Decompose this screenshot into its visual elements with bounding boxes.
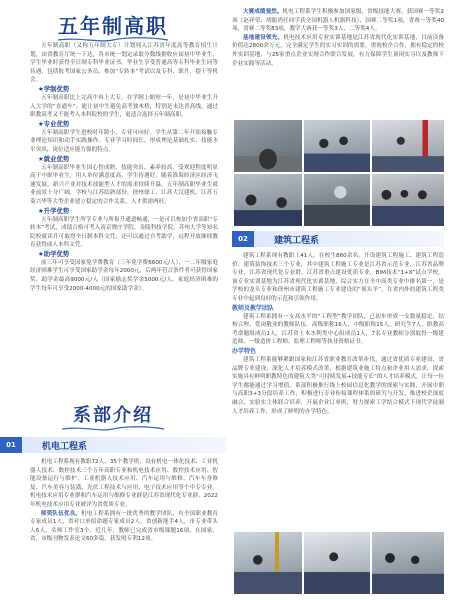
dept-name-label: 建筑工程系	[254, 231, 444, 247]
gaozhi-title-block	[0, 10, 226, 39]
dept-jidian-team	[30, 510, 218, 544]
advantage-zhuanye-text: 五年制高职学生进校时年龄小，专业可向好，学生从第二年开始接触专业理论知识和动手实践操作。专业学习时间长，形成理论基础扎实、技能水平突出，岗位适应能力强的特点。	[30, 129, 218, 153]
advantage-zhuanye-title: ★专业优势	[38, 119, 70, 128]
photo-workshop-machines	[234, 120, 302, 172]
competition-paragraph	[232, 8, 444, 34]
dept-jianzhu-text: 建筑工程系现有教职工41人，在校生860余名。开设建筑工程施工、建筑工程造价、建筑装饰技术三个专业，其中建筑工程施工专业是江苏省示范专业，江苏省品牌专业，江苏省现代化专业群，江苏省重点建设优质专业，BIM技术“1+X”试点学校。该专业实训基地为江苏省现代化实训基地，综合实力在全中高类专业中排名第一，是学校的龙头专业和徐州市建筑工程施工专业建设的“领头羊”，在省内外的建筑工程类专业中起到良好的示范和引领作用。	[232, 253, 444, 302]
team-text: 机电工程系拥有一批优秀的教学团队，有全国职业教育专家成员1人，省对口单招命题专家成员2人，省创新能手4人，市专业带头人6人，名师工作室3个。近几年，教师已完成省市级课题16项，在国家、省、市级刊物发表论文60多篇，获发明专利12项。	[30, 510, 218, 543]
team-highlight: 师资队伍优良。	[41, 510, 81, 517]
photo-construction-site	[234, 532, 302, 594]
gaozhi-title: 五年制高职	[58, 14, 168, 38]
departments-underline	[0, 425, 226, 433]
dept-number-badge: 02	[232, 231, 254, 247]
dept-number-badge: 01	[0, 437, 22, 453]
feature-section-label: 办学特色	[232, 347, 257, 355]
dept-jianzhu-header	[232, 231, 444, 247]
photo-students-lab	[304, 120, 370, 172]
advantage-shengxue-text: 五年制高职学生所学专业与所报升通道畅通，一是可以参加全省高职“专转本”考试，成绩合格可考入南京晓庄学院、金陵科技学院、苏州大学等知名院校就读升可取得全日制本科文凭；还可以通过自考助学，远程开放继续教育获得成人本科文凭。	[30, 216, 218, 249]
photo-equipment	[304, 174, 370, 226]
photo-training-room	[372, 120, 444, 172]
photo-surveying	[304, 532, 370, 594]
dept-jianzhu-feature-text: 建筑工程系能够紧跟国家和江苏省职业教育改革步伐，通过省优质专业建设、省品牌专业建设，深化人才培养模式改革，根据建筑业施工特点和企业用人需求，探索实施具有鲜明职教特色的建筑大类“可持续发展+技能专长”的人才培养模式，让每一位学生都能通过学习增值。系部积极推行线上校园信息化教学的探索与实践，开展中职与高职3+3分段培养工作，积极进行专业衔接课程体系的研究与开发，推进校企深度融合，实验实主体联合培养，开展企业订单班，努力探索工学结合模式下现代学徒制人才培养工作，形成了鲜明的办学特色。	[232, 356, 444, 415]
jidian-continued	[232, 8, 444, 68]
departments-title-block	[0, 401, 226, 427]
base-paragraph	[232, 34, 444, 68]
team-section-label: 教师及教学团队	[232, 304, 275, 312]
dept-name-label: 机电工程系	[22, 437, 226, 453]
dept-jidian-text: 机电工程系现有教职72人，35个教学班，设有机电一体化技术、工业机器人技术、数控技术三个五年高职专业和机电技术应用、数控技术应用、智能设备运行与维护、工业机器人技术应用、汽车运用与维修、汽车车身修复、汽车美容与装潢、光伏工程技术与应用、电子技术应用等个中专专业。机电技术应用专业群和汽车运用与维修专业群是江苏省现代化专业群。2022年机电技术应用专业被评为省优质专业。	[30, 459, 218, 508]
advantage-jiuye-text: 五年制高职毕业生因心智成熟、技能突出、素养较高，受欢迎程度明显高于中职毕业生，用人单位满意度高，学生待遇好。随着淮海经济区经济飞速发展，新兴产业对技术技能型人才的需求持续升温，五年制高职毕业生就业前景十分广阔，学校与江苏结熟部份、徐州徐工、江苏大汉建机、江苏五菱兴华等大型企业建立稳定的合作关系，人才供需两旺。	[30, 164, 218, 205]
gaozhi-body	[30, 42, 218, 293]
dept-jidian-body	[30, 458, 218, 544]
advantage-shengxue-title: ★升学优势	[38, 206, 70, 215]
photo-team	[372, 174, 444, 226]
right-column	[228, 0, 451, 600]
photo-building-model	[372, 532, 444, 594]
advantage-xuezhi-text: 五年制高职比上完高中再上大专，在学制上缩短一年，是初中毕业生升入大学的“直通车”。能让初中生避免高考独木桥，特别是未达普高线，通过职教高考又不能考入本科院校的学生，更适合选择五年制高职。	[30, 94, 218, 119]
advantage-zhuxue-text: 前三年可享受国家免学费教育（三年免学费6600元/人），一二年级家庭经济困难学生可享受国家助学金每年2000元，后两年符合条件者可获得国家奖、助学金最高9000元/人（国家励志奖学金5000元/人，家庭经济困难的学生每年可享受2000-4000元的国家助学金）。	[30, 259, 218, 292]
advantage-xuezhi-title: ★学制优势	[38, 84, 70, 93]
competition-highlight: 大赛成绩斐然。	[243, 9, 283, 15]
dept-jianzhu-body	[232, 252, 444, 416]
dept-jianzhu-team-text: 建筑工程系拥有一支高水平的“工程型”教学团队，已初步形成一支数量稳定、结构合理、爱岗敬业的教师队伍。高级职称16人，中级职称15人，研究生7人，职教高考命题组成员1人，江苏省土木水利类中心组成员1人，7名专业教师分别取得一级建造师、一级造价工程师、监理工程师等执业资格证书。	[232, 313, 444, 346]
dept-jidian-header	[0, 437, 226, 453]
gaozhi-intro: 五年制高职（又称五年制大专）计划列入江苏省年度高等教育招生计划，由省教育厅统一下达，各市统一划定录取分数线据收应届初中毕业生，学生毕业时获得全日制专科毕业证书。毕业生享受普通高等专科毕业生同等待遇，包括报考国家公务员、参加“专转本”考试以及专科、职升、提干等机会。	[30, 43, 218, 84]
advantage-jiuye-title: ★就业优势	[38, 154, 70, 163]
departments-title: 系部介绍	[73, 405, 153, 426]
advantage-zhuxue-title: ★助学优势	[38, 249, 70, 258]
competition-text: 机电工程系学生积极参加国家级、省级技能大赛，获国赛一等奖2项（赵祥荣、胡聪尚任同学获全国机器人机器科技）、国赛二等奖1项，省赛一等奖40项，省赛二等奖83项，教学大赛获一等奖3人，二等奖4人。	[232, 9, 444, 33]
base-highlight: 基地建设领先。	[243, 34, 284, 41]
photo-classroom	[234, 174, 302, 226]
base-text: 机电技术应用专业实训基地是江苏省现代化实训基地，目前设备价值达2800余万元，完全满足学生的实习实训的需要。重视校企合作，拥有稳定的校外实训基地，与25家重点企业实现合作联合发展，有力保障学生顶岗实习以及教师下企业实践等活动。	[232, 34, 444, 67]
